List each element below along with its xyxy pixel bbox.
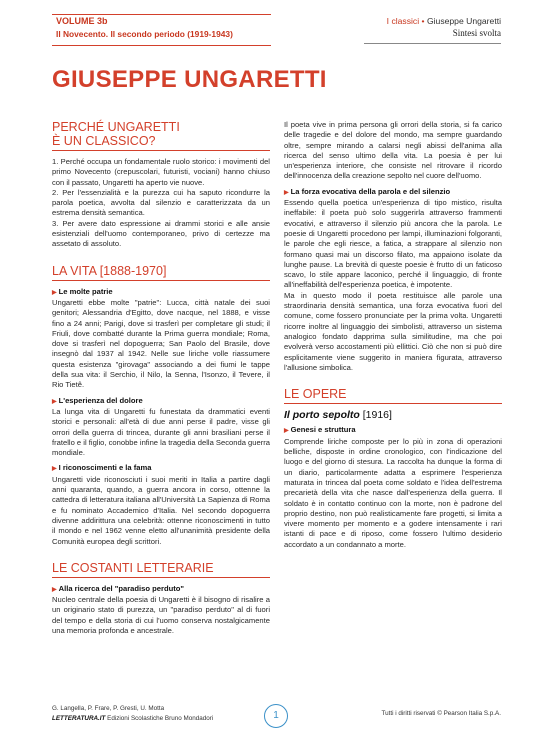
page-title: GIUSEPPE UNGARETTI [52, 66, 327, 93]
vita-subheading-2-text: L'esperienza del dolore [58, 395, 143, 405]
arrow-icon: ▶ [284, 428, 289, 435]
opere-subheading-1-text: Genesi e struttura [290, 425, 356, 435]
opere-subheading-1 [284, 425, 502, 436]
work-title [284, 410, 502, 420]
vita-subheading-3 [52, 463, 270, 474]
right-column [284, 120, 502, 550]
author-label: Giuseppe Ungaretti [426, 16, 501, 26]
work-year: [1916] [362, 409, 392, 422]
section-rule [52, 280, 270, 281]
costanti-subheading-1 [52, 584, 270, 595]
work-title-text: Il porto sepolto [284, 409, 360, 422]
vita-subheading-3-text: I riconoscimenti e la fama [58, 463, 152, 473]
costanti-text-1-continued: Il poeta vive in prima persona gli orrori della storia, si fa carico delle tragedie e del dolore del mondo, ma sempre guardando oltre, sempre mirando a calarsi negli abissi dell'anima alla ricerca del senso ultimo della vita. La poesia è per lui un'esperienza interiore, che consiste nel ritrovare il ricordo dell'innocenza della creazione sepolto nel cuore dell'uomo. [284, 120, 502, 181]
costanti-text-3: Ma in questo modo il poeta restituisce alle parole una straordinaria densità semantica, una forza evocativa fuori del comune, come fossero pronunciate per la prima volta. Ungaretti ricorre inoltre al linguaggio dei simbolisti, attraverso un sistema analogico fondato dapprima sulla similitudine, ma che poi evolverà verso accostamenti più ellittici. Ciò che non si può dire esplicitamente viene suggerito in maniera figurata, attraverso l'allusione simbolica. [284, 290, 502, 372]
footer-publisher-line [52, 715, 213, 722]
section-rule [52, 577, 270, 578]
section-rule [284, 403, 502, 404]
vita-subheading-1-text: Le molte patrie [58, 286, 113, 296]
arrow-icon: ▶ [52, 398, 57, 405]
period-label: Il Novecento. Il secondo periodo (1919-1943) [56, 29, 233, 39]
costanti-text-1: Nucleo centrale della poesia di Ungaretti è il bisogno di risalire a un originario stato di purezza, un "paradiso perduto" al di fuori del tempo e della storia di cui l'uomo conserva nostalgicamente una memoria profonda e ancestrale. [52, 595, 270, 635]
arrow-icon: ▶ [52, 466, 57, 473]
footer-publisher: Edizioni Scolastiche Bruno Mondadori [107, 715, 214, 722]
footer-authors: G. Langella, P. Frare, P. Gresti, U. Motta [52, 705, 165, 712]
vita-subheading-1 [52, 287, 270, 298]
arrow-icon: ▶ [284, 189, 289, 196]
costanti-text-2: Essendo quella poetica un'esperienza di tipo mistico, risulta ineffabile: il poeta può solo suggerirla attraverso frammenti evocativi, e attraverso il silenzio più ancora che la parola. Le poesie di Ungaretti procedono per lampi, illuminazioni folgoranti, le parole che egli riesce, a fatica, a strappare al silenzio non formano quasi mai un discorso filato, ma appaiono isolate da lunghe pause. La brevità di queste poesie è frutto di un faticoso scavo, lo stile appare laconico, perché il linguaggio, di fronte all'ineffabilità dell'esperienza poetica, è impotente. [284, 198, 502, 290]
opere-heading [284, 387, 502, 404]
arrow-icon: ▶ [52, 586, 57, 593]
vita-text-2: La lunga vita di Ungaretti fu funestata da drammatici eventi storici e personali: all'età di due anni perse il padre, visse gli orrori della guerra di trincea, durante gli anni brasiliani perse il fratello e il figlio, conobbe infine la tragedia della Seconda guerra mondiale. [52, 406, 270, 458]
why-heading [52, 120, 270, 151]
vita-text-1: Ungaretti ebbe molte "patrie": Lucca, città natale dei suoi genitori; Alessandria d'Egitto, dove nacque, nel 1888, e visse fino a 24 anni; Parigi, dove si trasferì per completare gli studi; il Friuli, dove combatté durante la Prima guerra mondiale; Roma, dove si trasferì nel dopoguerra; San Paolo del Brasile, dove insegnò dal 1937 al 1942. Nelle sue liriche volle riassumere questa esistenza "girovaga" associando a dei fiumi le tappe della sua vita: il Serchio, il Nilo, la Senna, l'Isonzo, il Tevere, il Rio Tietê. [52, 297, 270, 390]
footer-rights: Tutti i diritti riservati © Pearson Italia S.p.A. [381, 710, 501, 717]
section-rule [52, 150, 270, 151]
arrow-icon: ▶ [52, 289, 57, 296]
why-heading-line1: PERCHÉ UNGARETTI [52, 120, 180, 134]
opere-heading-text: LE OPERE [284, 387, 347, 402]
volume-label: VOLUME 3b [56, 16, 108, 26]
why-point-1: 1. Perché occupa un fondamentale ruolo storico: i movimenti del primo Novecento (crepuscolari, futuristi, vociani) hanno chiuso con il passato, Ungaretti ha aperto vie nuove. [52, 157, 270, 187]
opere-text-1: Comprende liriche composte per lo più in zona di operazioni belliche, disposte in ordine cronologico, con l'indicazione del luogo e del giorno di stesura. La raccolta ha dunque la forma di un diario, particolarmente adatta a esprimere l'esperienza maturata in trincea dal poeta come soldato e l'idea dell'estrema precarietà della vita che nasce dall'esperienza della guerra. Il soldato è in contatto continuo con la morte, non è padrone del proprio destino, non può realisticamente fare progetti, si limita a vivere momento per momento e a godere intensamente i rari istanti di pace e di riposo, come fossero l'ultimo desiderio accordato a un condannato a morte. [284, 436, 502, 549]
costanti-subheading-2 [284, 187, 502, 198]
brand-logo: LETTERATURA.IT [52, 715, 106, 722]
costanti-subheading-2-text: La forza evocativa della parola e del silenzio [290, 186, 451, 196]
left-column [52, 120, 270, 636]
series-label: I classici [386, 16, 420, 26]
bullet: • [421, 16, 425, 26]
why-point-2: 2. Per l'essenzialità e la purezza cui ha saputo ricondurre la parola poetica, avvolta dal silenzio e caratterizzata da un estrema densità semantica. [52, 187, 270, 218]
costanti-subheading-1-text: Alla ricerca del "paradiso perduto" [58, 583, 184, 593]
vita-heading-text: LA VITA [1888-1970] [52, 263, 167, 278]
costanti-heading [52, 561, 270, 578]
why-heading-line2: È UN CLASSICO? [52, 134, 156, 148]
why-point-3: 3. Per avere dato espressione ai drammi storici e alle ansie esistenziali dell'uomo contemporaneo, privo di certezze ma assetato di assoluto. [52, 218, 270, 249]
page-header [0, 0, 553, 46]
page-number: 1 [264, 704, 288, 728]
vita-heading [52, 264, 270, 281]
vita-subheading-2 [52, 396, 270, 407]
costanti-heading-text: LE COSTANTI LETTERARIE [52, 560, 214, 575]
series-author [387, 16, 501, 26]
page-footer [52, 704, 501, 734]
doc-type: Sintesi svolta [452, 28, 501, 38]
header-rule [364, 43, 501, 44]
vita-text-3: Ungaretti vide riconosciuti i suoi meriti in Italia a partire dagli anni quaranta, quando, a guerra ancora in corso, ottenne la cattedra di letteratura italiana all'Università La Sapienza di Roma e fu nominato Accademico d'Italia. Nel secondo dopoguerra divenne addirittura una celebrità: ottenne riconoscimenti in tutto il mondo e nel 1962 venne eletto all'unanimità presidente della Comunità europea degli scrittori. [52, 474, 270, 546]
